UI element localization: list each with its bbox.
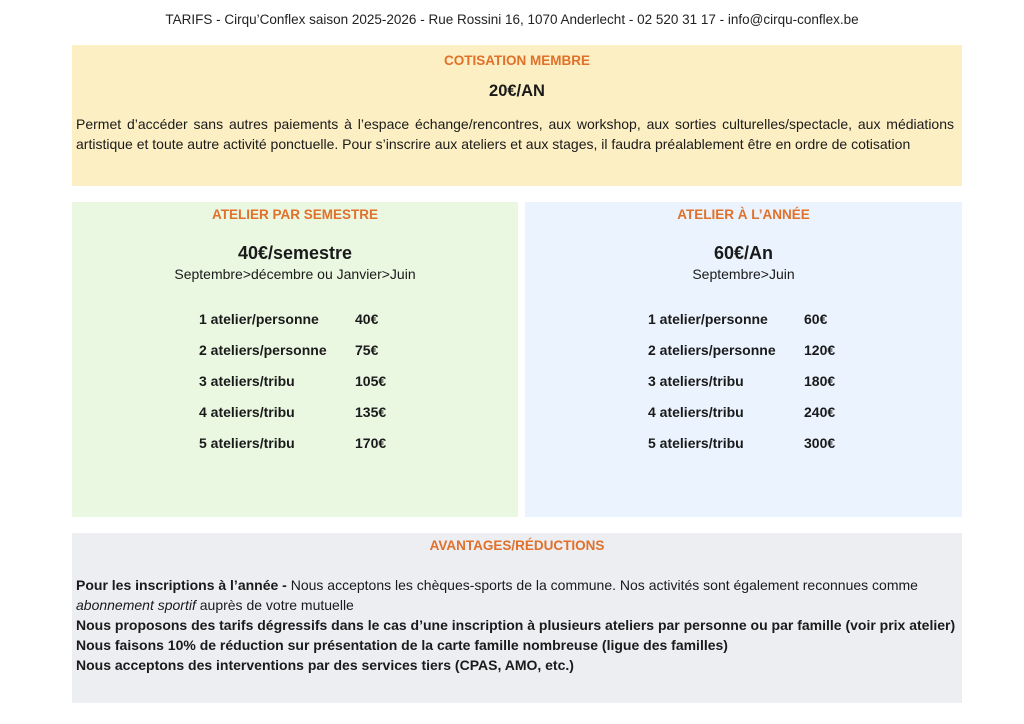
rate-value: 40€ <box>355 311 379 327</box>
avantage-line-annee-lead: Pour les inscriptions à l’année - <box>76 577 287 593</box>
atelier-semestre-box <box>72 202 518 517</box>
avantage-line-annee-italic: abonnement sportif <box>76 597 196 613</box>
rate-value: 60€ <box>804 311 828 327</box>
rate-label: 2 ateliers/personne <box>648 342 776 358</box>
avantage-line-famille-nombreuse: Nous faisons 10% de réduction sur présentation de la carte famille nombreuse (ligue des familles) <box>76 637 728 653</box>
rate-value: 135€ <box>355 404 387 420</box>
avantages-reductions-box <box>72 533 962 703</box>
semestre-rate-row <box>72 403 518 434</box>
atelier-annee-box <box>525 202 962 517</box>
semestre-rate-row <box>72 372 518 403</box>
annee-period: Septembre>Juin <box>692 266 795 282</box>
semestre-price: 40€/semestre <box>237 243 353 263</box>
avantage-line-degressif: Nous proposons des tarifs dégressifs dans le cas d’une inscription à plusieurs ateliers par personne ou par famille (voir prix atelier) <box>76 617 956 633</box>
page-header: TARIFS - Cirqu’Conflex saison 2025-2026 - Rue Rossini 16, 1070 Anderlecht - 02 520 31 17 - info@cirqu-conflex.be <box>165 12 859 27</box>
avantage-line-services-tiers: Nous acceptons des interventions par des services tiers (CPAS, AMO, etc.) <box>76 657 574 673</box>
rate-label: 4 ateliers/tribu <box>648 404 744 420</box>
rate-label: 1 atelier/personne <box>199 311 319 327</box>
rate-label: 3 ateliers/tribu <box>648 373 744 389</box>
semestre-rate-row <box>72 341 518 372</box>
semestre-title: ATELIER PAR SEMESTRE <box>211 207 378 222</box>
avantage-line-annee-end: auprès de votre mutuelle <box>195 597 354 613</box>
avantage-line-annee-text: Nous acceptons les chèques-sports de la commune. Nos activités sont également reconnues comme <box>286 577 918 593</box>
rate-label: 3 ateliers/tribu <box>199 373 295 389</box>
rate-label: 4 ateliers/tribu <box>199 404 295 420</box>
rate-value: 300€ <box>804 435 836 451</box>
rate-value: 105€ <box>355 373 387 389</box>
rate-label: 5 ateliers/tribu <box>648 435 744 451</box>
annee-rate-row <box>525 372 962 403</box>
rate-value: 180€ <box>804 373 836 389</box>
rate-value: 75€ <box>355 342 379 358</box>
rate-value: 240€ <box>804 404 836 420</box>
rate-value: 120€ <box>804 342 836 358</box>
semestre-rate-row <box>72 434 518 465</box>
rate-value: 170€ <box>355 435 387 451</box>
rate-label: 2 ateliers/personne <box>199 342 327 358</box>
avantage-line-annee <box>76 575 958 615</box>
rate-label: 5 ateliers/tribu <box>199 435 295 451</box>
cotisation-price: 20€/AN <box>489 82 545 100</box>
cotisation-description: Permet d’accéder sans autres paiements à l’espace échange/rencontres, aux workshop, aux sorties culturelles/spectacle, aux médiations artistique et toute autre activité ponctuelle. Pour s’inscrire aux ateliers et aux stages, il faudra préalablement être en ordre de cotisation <box>76 116 954 152</box>
annee-rate-row <box>525 341 962 372</box>
cotisation-title: COTISATION MEMBRE <box>444 53 590 68</box>
avantages-list <box>76 575 958 675</box>
annee-price: 60€/An <box>713 243 774 263</box>
annee-rate-row <box>525 403 962 434</box>
annee-title: ATELIER À L’ANNÉE <box>677 207 810 222</box>
semestre-rates <box>72 310 518 465</box>
annee-rate-row <box>525 310 962 341</box>
rate-label: 1 atelier/personne <box>648 311 768 327</box>
semestre-period: Septembre>décembre ou Janvier>Juin <box>174 266 416 282</box>
annee-rates <box>525 310 962 465</box>
avantages-title: AVANTAGES/RÉDUCTIONS <box>429 538 605 553</box>
semestre-rate-row <box>72 310 518 341</box>
cotisation-membre-box <box>72 45 962 186</box>
annee-rate-row <box>525 434 962 465</box>
